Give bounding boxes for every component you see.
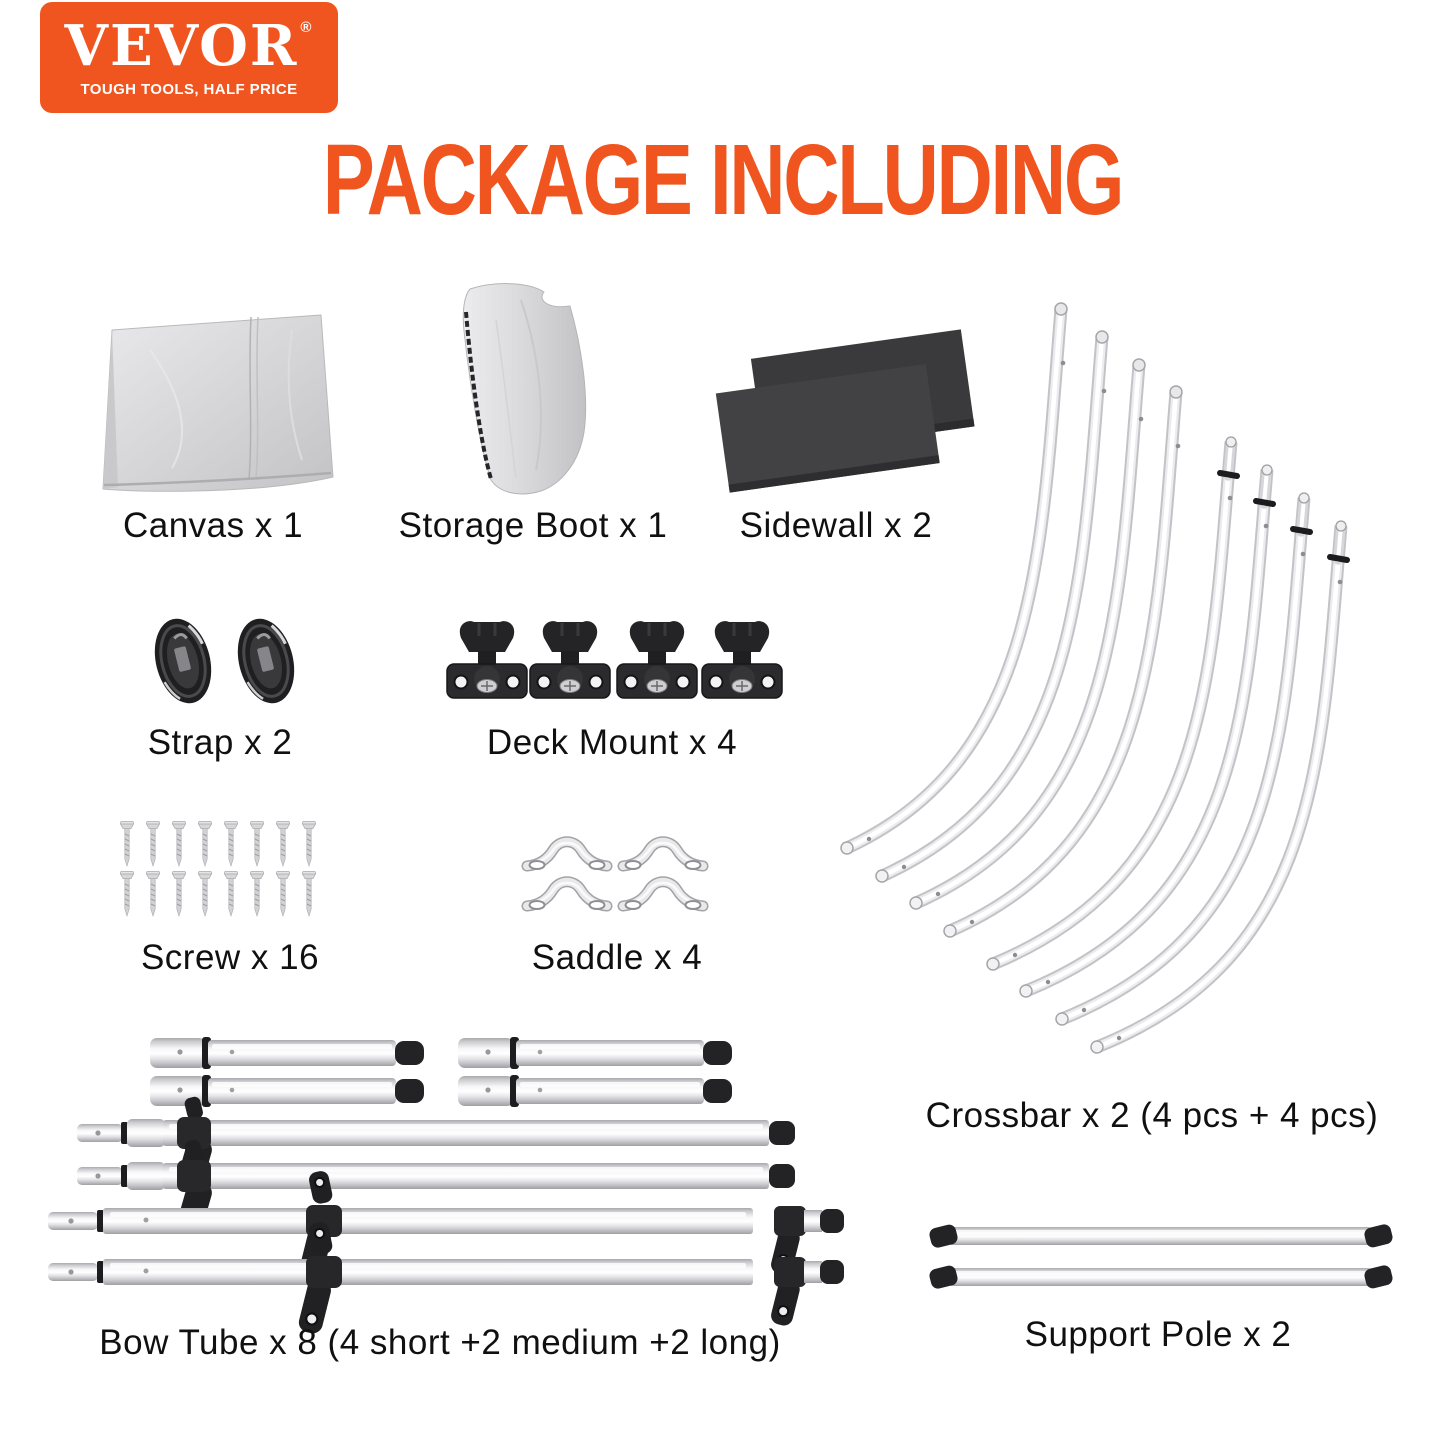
label-saddle: Saddle x 4 [531,938,703,977]
sidewall-image [716,329,975,492]
label-screw: Screw x 16 [140,938,320,977]
bow-tube-image [48,1037,844,1335]
label-sidewall: Sidewall x 2 [739,506,933,545]
logo-brand [64,12,314,79]
label-deck-mount: Deck Mount x 4 [486,723,738,762]
storage-boot-image [463,284,585,494]
label-strap: Strap x 2 [147,723,293,762]
canvas-image [103,315,333,491]
saddle-image [527,842,703,909]
screws-image [121,822,316,917]
deck-mount-image [447,621,782,698]
label-bow-tube: Bow Tube x 8 (4 short +2 medium +2 long) [99,1323,781,1362]
strap-image [146,613,302,710]
label-support-pole: Support Pole x 2 [1024,1315,1292,1354]
page-title-text: PACKAGE INCLUDING [322,124,1123,236]
label-canvas: Canvas x 1 [122,506,304,545]
label-crossbar: Crossbar x 2 (4 pcs + 4 pcs) [925,1096,1379,1135]
logo-tagline: TOUGH TOOLS, HALF PRICE [80,80,298,98]
support-pole-image [928,1223,1394,1290]
logo-brand-text: VEVOR [64,12,299,79]
page-title [0,124,1445,236]
registered-trademark-icon: ® [300,18,314,36]
label-storage-boot: Storage Boot x 1 [398,506,668,545]
vevor-logo [40,2,338,113]
